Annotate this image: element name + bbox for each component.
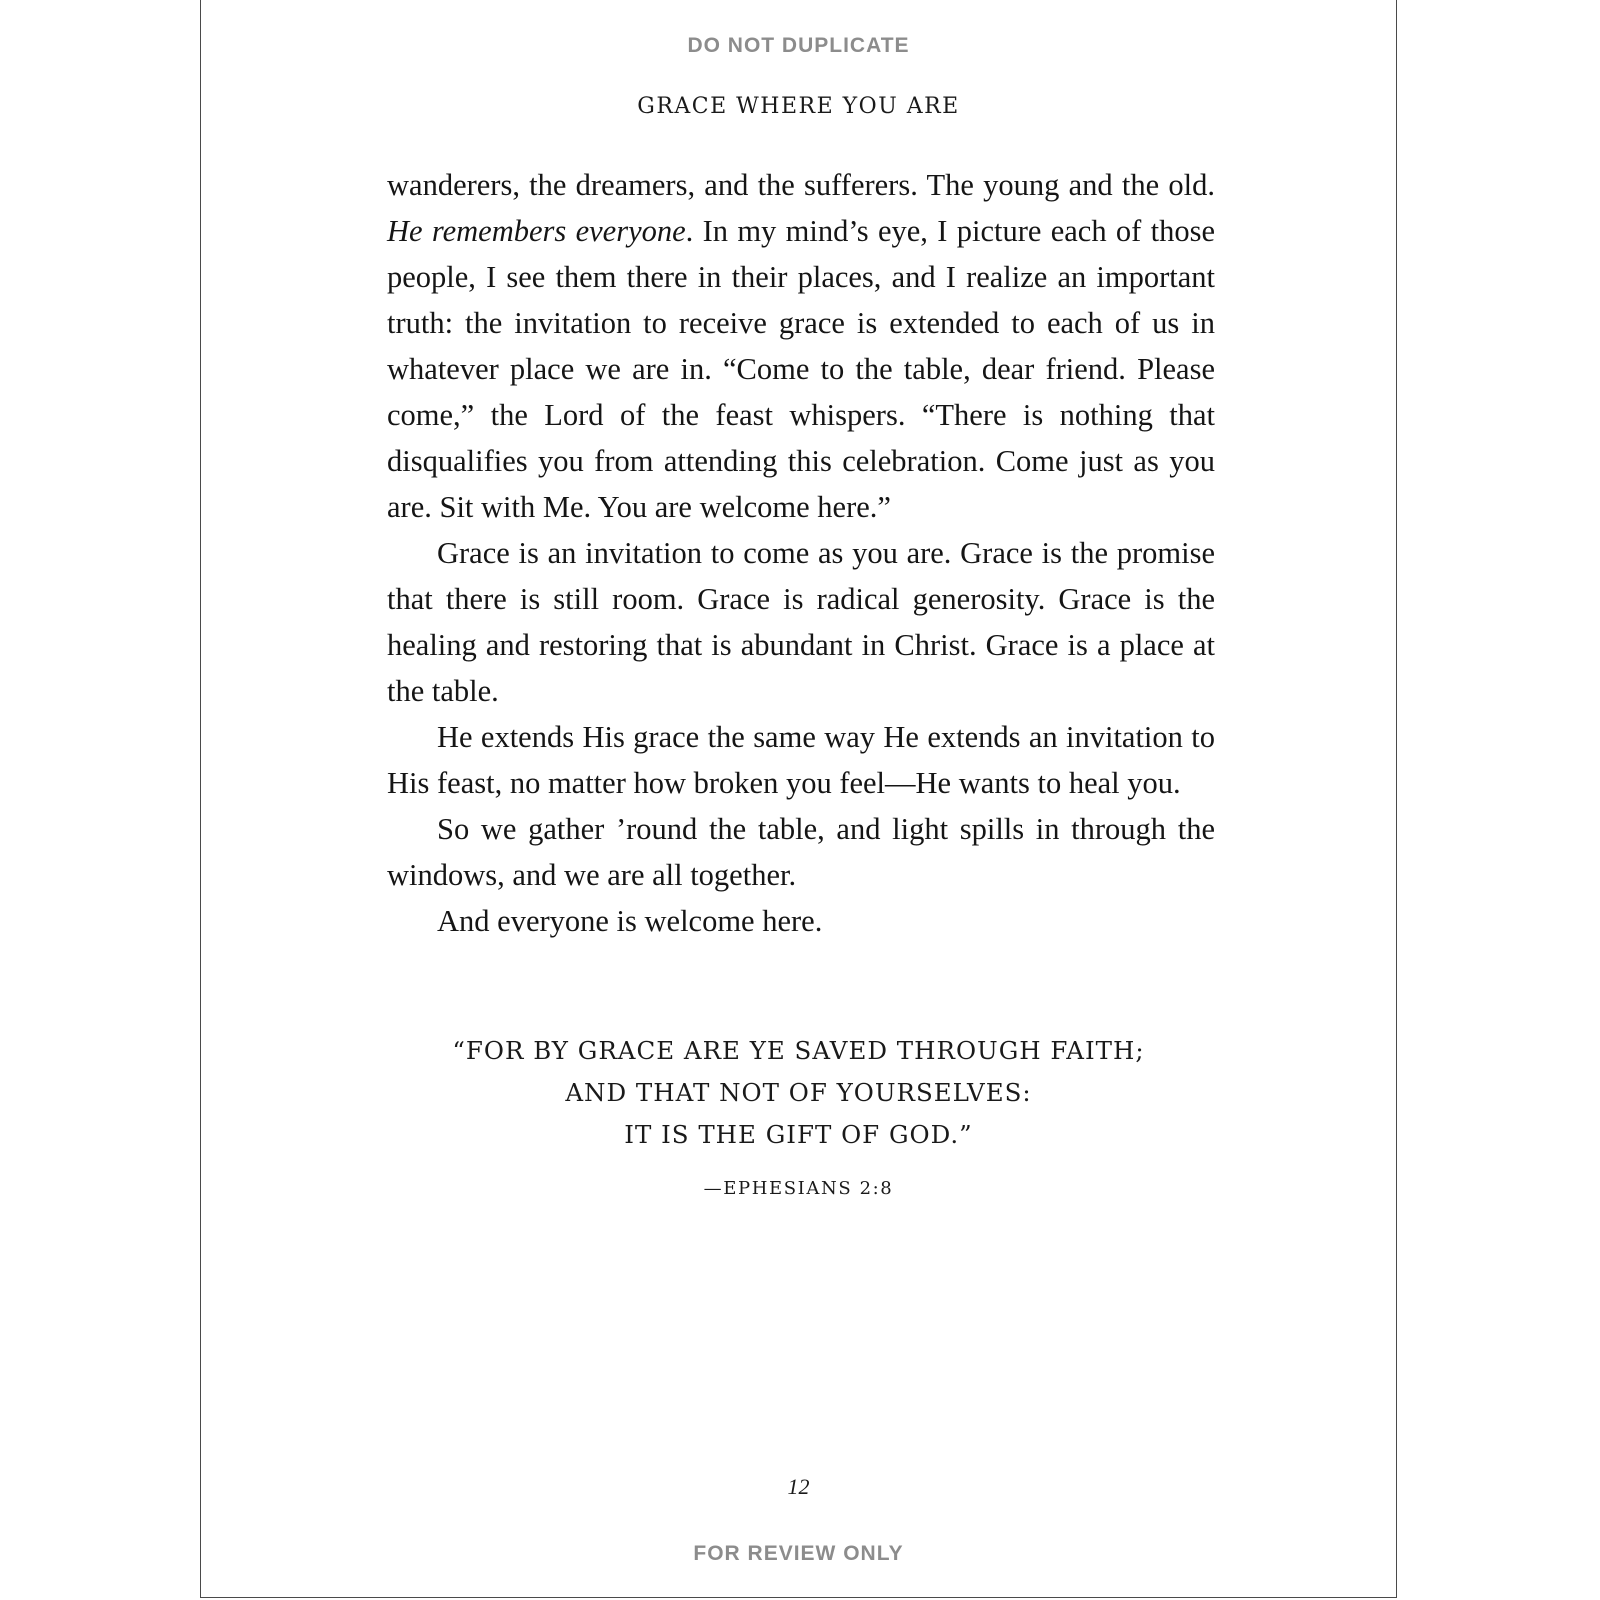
book-page [200,0,1397,1598]
running-head: GRACE WHERE YOU ARE [637,94,960,119]
page-number: 12 [787,1474,810,1499]
paragraph-1-lead: wanderers, the dreamers, and the sufferers. The young and the old. [387,168,1215,202]
scripture-quote [201,1030,1396,1156]
paragraph-3: He extends His grace the same way He extends an invitation to His feast, no matter how broken you feel—He wants to heal you. [387,720,1215,800]
paragraph-4: So we gather ’round the table, and light spills in through the windows, and we are all together. [387,812,1215,892]
scripture-line-1: “FOR BY GRACE ARE YE SAVED THROUGH FAITH; [452,1036,1145,1065]
paragraph-1-rest: . In my mind’s eye, I picture each of those people, I see them there in their places, and I realize an important truth: the invitation to receive grace is extended to each of us in whatever place we are in. “Come to the table, dear friend. Please come,” the Lord of the feast whispers. “There is nothing that disqualifies you from attending this celebration. Come just as you are. Sit with Me. You are welcome here.” [387,214,1216,524]
paragraph-1 [387,162,1215,530]
watermark-bottom: FOR REVIEW ONLY [693,1542,904,1565]
scripture-citation: —EPHESIANS 2:8 [703,1178,894,1199]
scripture-line-3: IT IS THE GIFT OF GOD.” [624,1120,973,1149]
paragraph-1-emphasis: He remembers everyone [387,214,686,248]
paragraph-5: And everyone is welcome here. [437,904,823,938]
body-text [387,162,1215,944]
watermark-top: DO NOT DUPLICATE [687,34,910,57]
paragraph-2: Grace is an invitation to come as you are. Grace is the promise that there is still room. Grace is radical generosity. Grace is the healing and restoring that is abundant in Christ. Grace is a place at the table. [387,536,1215,708]
scripture-line-2: AND THAT NOT OF YOURSELVES: [565,1078,1032,1107]
